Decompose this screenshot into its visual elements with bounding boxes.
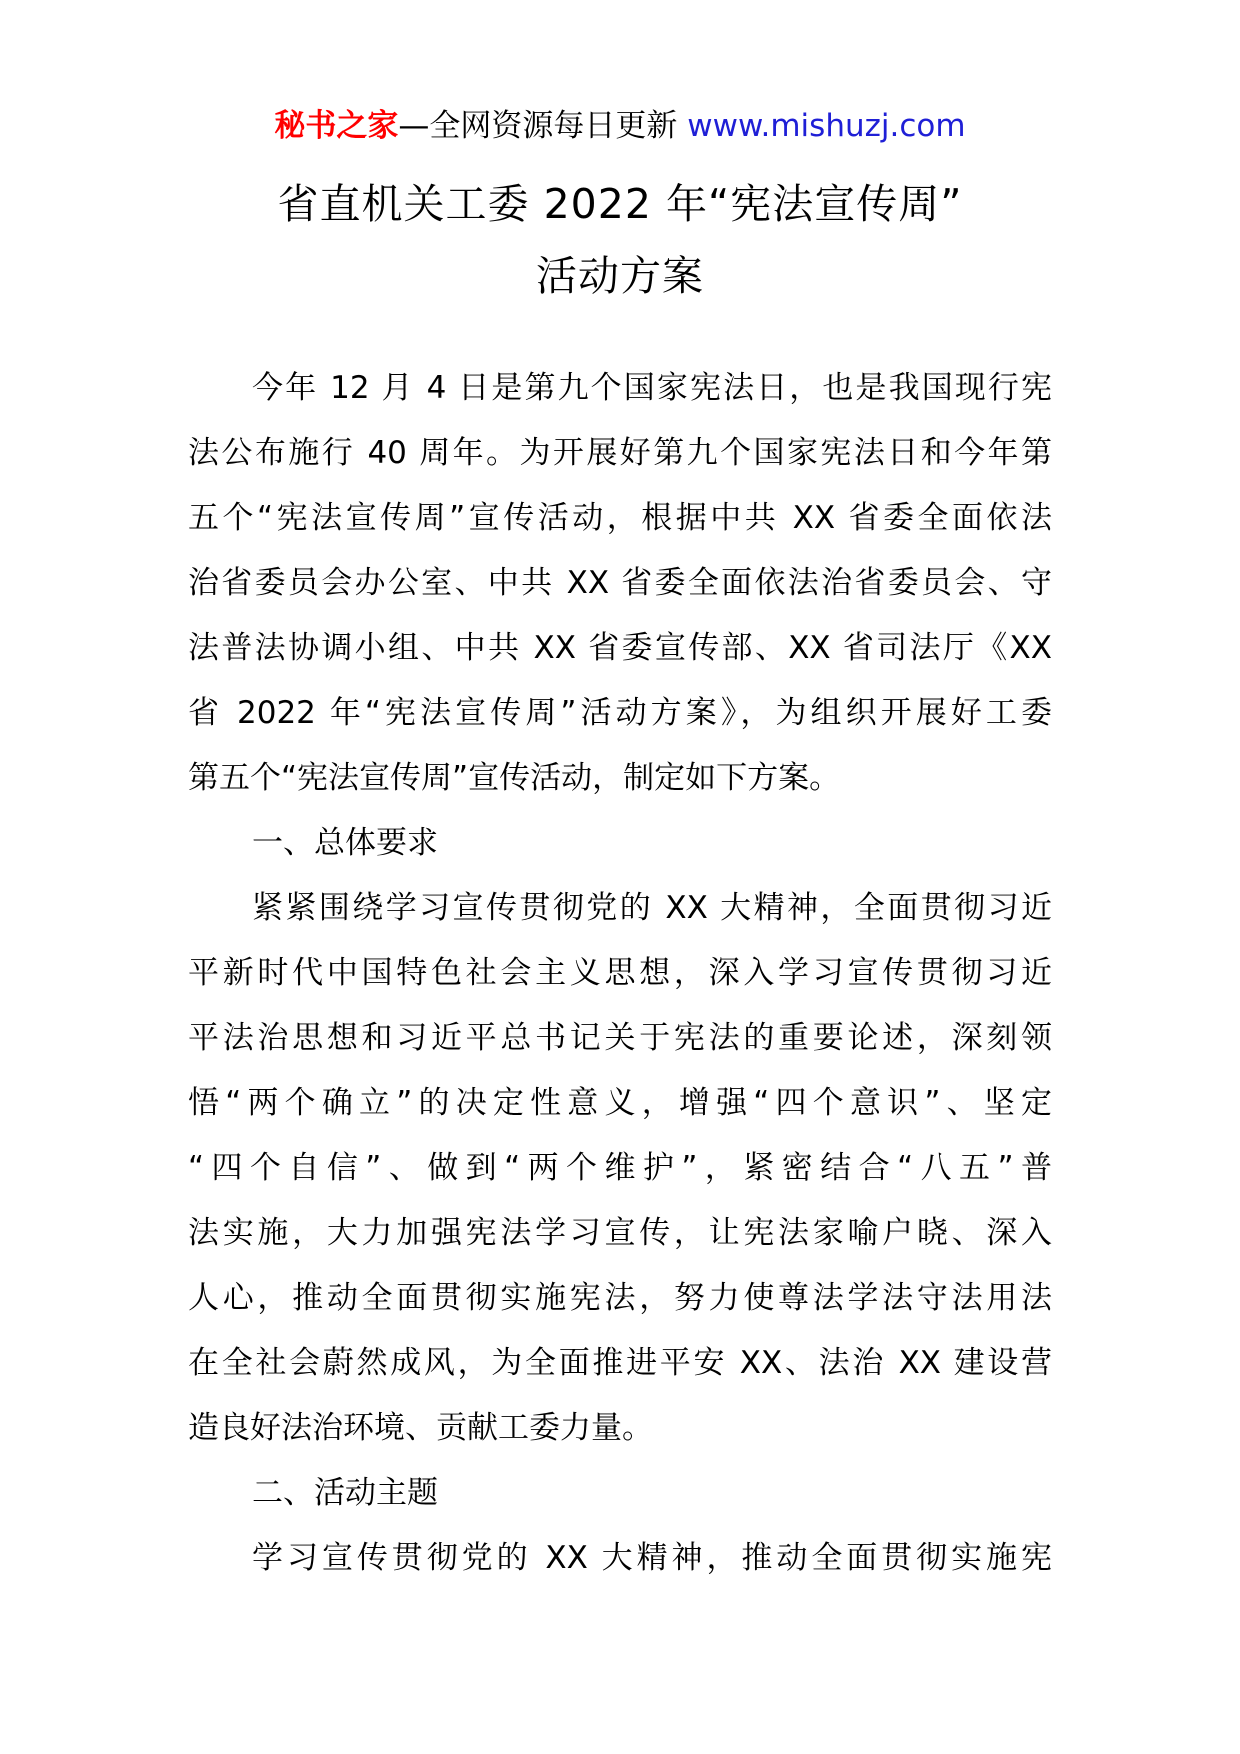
paragraph-2-line: “四个自信”、做到“两个维护”，紧密结合“八五”普 <box>188 1150 1052 1186</box>
document-body <box>188 356 1052 1591</box>
paragraph-2-line: 造良好法治环境、贡献工委力量。 <box>188 1410 653 1446</box>
paragraph-2-line: 悟“两个确立”的决定性意义，增强“四个意识”、坚定 <box>188 1085 1052 1121</box>
paragraph-2-line: 平新时代中国特色社会主义思想，深入学习宣传贯彻习近 <box>188 955 1052 991</box>
watermark-tagline: —全网资源每日更新 <box>398 108 688 144</box>
paragraph-2-line: 在全社会蔚然成风，为全面推进平安 XX、法治 XX 建设营 <box>188 1345 1052 1381</box>
paragraph-1-line: 省 2022 年“宪法宣传周”活动方案》，为组织开展好工委 <box>188 695 1052 731</box>
paragraph-1-line: 法普法协调小组、中共 XX 省委宣传部、XX 省司法厅《XX <box>188 630 1052 666</box>
document-title <box>0 168 1240 312</box>
paragraph-3-line: 学习宣传贯彻党的 XX 大精神，推动全面贯彻实施宪 <box>252 1540 1052 1576</box>
paragraph-2-line: 平法治思想和习近平总书记关于宪法的重要论述，深刻领 <box>188 1020 1052 1056</box>
section-heading-2: 二、活动主题 <box>252 1475 438 1511</box>
paragraph-1-line: 第五个“宪法宣传周”宣传活动，制定如下方案。 <box>188 760 841 796</box>
paragraph-2-line: 紧紧围绕学习宣传贯彻党的 XX 大精神，全面贯彻习近 <box>252 890 1052 926</box>
title-line-1: 省直机关工委 2022 年“宪法宣传周” <box>277 180 963 228</box>
watermark-brand: 秘书之家 <box>274 108 399 144</box>
section-heading-1: 一、总体要求 <box>252 825 438 861</box>
paragraph-1-line: 今年 12 月 4 日是第九个国家宪法日，也是我国现行宪 <box>252 370 1052 406</box>
paragraph-1-line: 治省委员会办公室、中共 XX 省委全面依法治省委员会、守 <box>188 565 1052 601</box>
watermark-url[interactable]: www.mishuzj.com <box>687 108 966 144</box>
paragraph-2-line: 法实施，大力加强宪法学习宣传，让宪法家喻户晓、深入 <box>188 1215 1052 1251</box>
title-line-2: 活动方案 <box>536 252 704 300</box>
paragraph-2-line: 人心，推动全面贯彻实施宪法，努力使尊法学法守法用法 <box>188 1280 1052 1316</box>
site-watermark <box>0 104 1240 148</box>
paragraph-1-line: 法公布施行 40 周年。为开展好第九个国家宪法日和今年第 <box>188 435 1052 471</box>
paragraph-1-line: 五个“宪法宣传周”宣传活动，根据中共 XX 省委全面依法 <box>188 500 1052 536</box>
